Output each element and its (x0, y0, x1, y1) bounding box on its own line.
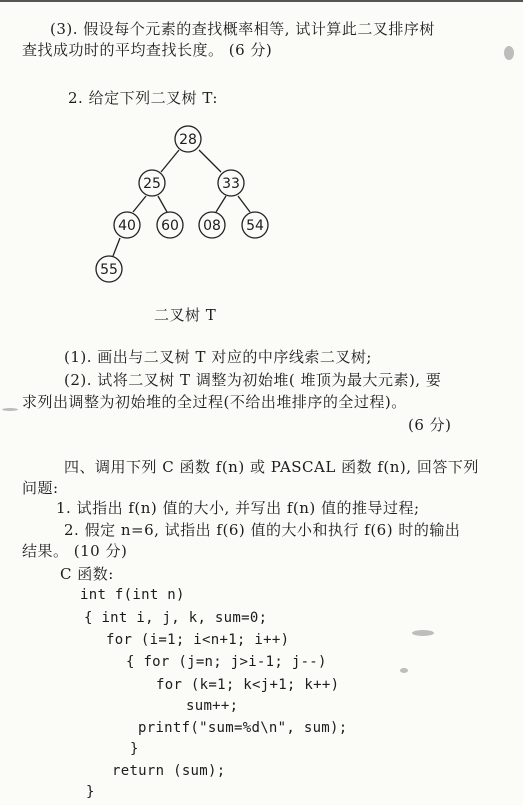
edge-33-54 (238, 196, 250, 212)
q3-line1: (3). 假设每个元素的查找概率相等, 试计算此二叉排序树 (50, 20, 435, 38)
q2-sub1: (1). 画出与二叉树 T 对应的中序线索二叉树; (64, 348, 372, 366)
tree-node-label-33: 33 (222, 176, 240, 192)
section4-item2-line1: 2. 假定 n=6, 试指出 f(6) 值的大小和执行 f(6) 时的输出 (64, 521, 461, 539)
code-line-9: return (sum); (112, 763, 226, 779)
c-function-label: C 函数: (60, 565, 114, 583)
q2-sub2-score: (6 分) (408, 416, 452, 434)
tree-node-label-55: 55 (100, 262, 118, 278)
section4-item2-line2: 结果。 (10 分) (22, 542, 128, 560)
scan-speck (504, 46, 514, 60)
code-line-6: sum++; (186, 698, 239, 714)
tree-node-label-28: 28 (179, 132, 197, 148)
code-line-5: for (k=1; k<j+1; k++) (156, 677, 340, 693)
edge-28-25 (161, 150, 179, 172)
q2-sub2-line1: (2). 试将二叉树 T 调整为初始堆( 堆顶为最大元素), 要 (64, 371, 442, 389)
q2-sub2-line2: 求列出调整为初始堆的全过程(不给出堆排序的全过程)。 (22, 393, 407, 411)
q2-heading: 2. 给定下列二叉树 T: (68, 89, 218, 107)
section4-line1: 四、调用下列 C 函数 f(n) 或 PASCAL 函数 f(n), 回答下列 (64, 458, 479, 476)
scan-speck (412, 630, 434, 636)
code-line-7: printf("sum=%d\n", sum); (138, 720, 348, 736)
code-line-1: int f(int n) (80, 587, 185, 603)
tree-caption: 二叉树 T (154, 306, 217, 324)
edge-28-33 (199, 150, 221, 172)
code-line-3: for (i=1; i<n+1; i++) (106, 632, 290, 648)
binary-tree-diagram (0, 0, 523, 300)
scan-speck (2, 408, 18, 411)
edge-25-40 (133, 196, 146, 212)
section4-line2: 问题: (22, 479, 59, 497)
scan-speck (400, 668, 408, 673)
code-line-4: { for (j=n; j>i-1; j--) (126, 654, 327, 670)
q3-line2: 查找成功时的平均查找长度。 (6 分) (22, 41, 273, 59)
section4-item1: 1. 试指出 f(n) 值的大小, 并写出 f(n) 值的推导过程; (56, 499, 420, 517)
edge-33-08 (216, 196, 226, 212)
tree-node-label-25: 25 (143, 176, 161, 192)
tree-node-label-08: 08 (203, 218, 221, 234)
code-line-2: { int i, j, k, sum=0; (84, 610, 268, 626)
tree-node-label-60: 60 (161, 218, 179, 234)
code-line-10: } (86, 784, 95, 800)
tree-node-label-54: 54 (246, 218, 264, 234)
edge-40-55 (113, 238, 120, 256)
tree-node-label-40: 40 (118, 218, 136, 234)
code-line-8: } (130, 741, 139, 757)
edge-25-60 (158, 196, 167, 212)
